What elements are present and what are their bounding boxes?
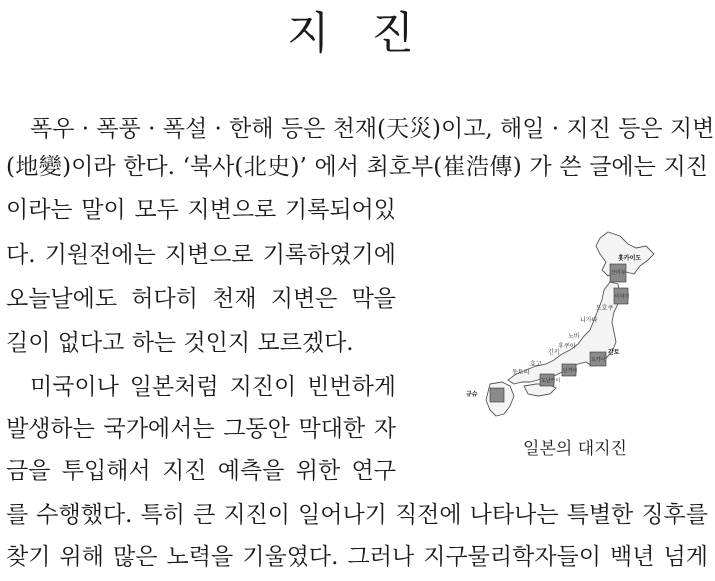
label-region-2: 노비: [568, 333, 580, 340]
label-region-6: 후쿠이: [558, 343, 576, 350]
paragraph-line-1: 폭우 · 폭풍 · 폭설 · 한해 등은 천재(天災)이고, 해일 · 지진 등은 지변: [30, 116, 715, 142]
label-region-5: 돗토리: [512, 369, 530, 376]
paragraph-line-6: 길이 없다고 하는 것인지 모르겠다.: [6, 330, 354, 356]
region-box-6: [490, 388, 504, 402]
label-region-7: 도호쿠: [596, 305, 614, 312]
paragraph-line-5: 오늘날에도 허다히 천재 지변은 막을: [6, 286, 396, 312]
label-box-5: 도난카이: [541, 378, 561, 384]
label-box-3: 도카이: [591, 357, 606, 363]
paragraph-line-4: 다. 기원전에는 지변으로 기록하였기에: [6, 242, 396, 268]
label-region-3: 긴키: [548, 349, 560, 356]
paragraph-line-2: (地變)이라 한다. ‘북사(北史)’ 에서 최호부(崔浩傳) 가 쓴 글에는 지진: [6, 154, 708, 180]
paragraph-line-7: 미국이나 일본처럼 지진이 빈번하게: [30, 374, 397, 400]
label-hokkaido: 홋카이도: [618, 255, 642, 262]
label-region-4: 효고: [530, 361, 542, 368]
japan-earthquake-figure: [450, 226, 700, 461]
japan-map: [450, 226, 700, 431]
label-kanto: 간토: [608, 349, 620, 356]
page-title: 지 진: [287, 8, 428, 59]
label-kyushu: 규슈: [466, 391, 478, 398]
label-box-2: 미야기: [615, 294, 630, 300]
label-box-1: 산리쿠: [611, 270, 626, 276]
figure-caption: 일본의 대지진: [523, 439, 627, 459]
paragraph-line-8: 발생하는 국가에서는 그동안 막대한 자: [6, 416, 396, 442]
paragraph-line-11: 찾기 위해 많은 노력을 기울였다. 그러나 지구물리학자들이 백년 넘게: [6, 544, 708, 570]
label-box-4: 난카이: [563, 368, 578, 374]
paragraph-line-10: 를 수행했다. 특히 큰 지진이 일어나기 직전에 나타나는 특별한 징후를: [6, 502, 708, 528]
paragraph-line-9: 금을 투입해서 지진 예측을 위한 연구: [6, 458, 396, 484]
paragraph-line-3: 이라는 말이 모두 지변으로 기록되어있: [6, 197, 396, 223]
label-region-1: 니가타: [580, 317, 598, 324]
